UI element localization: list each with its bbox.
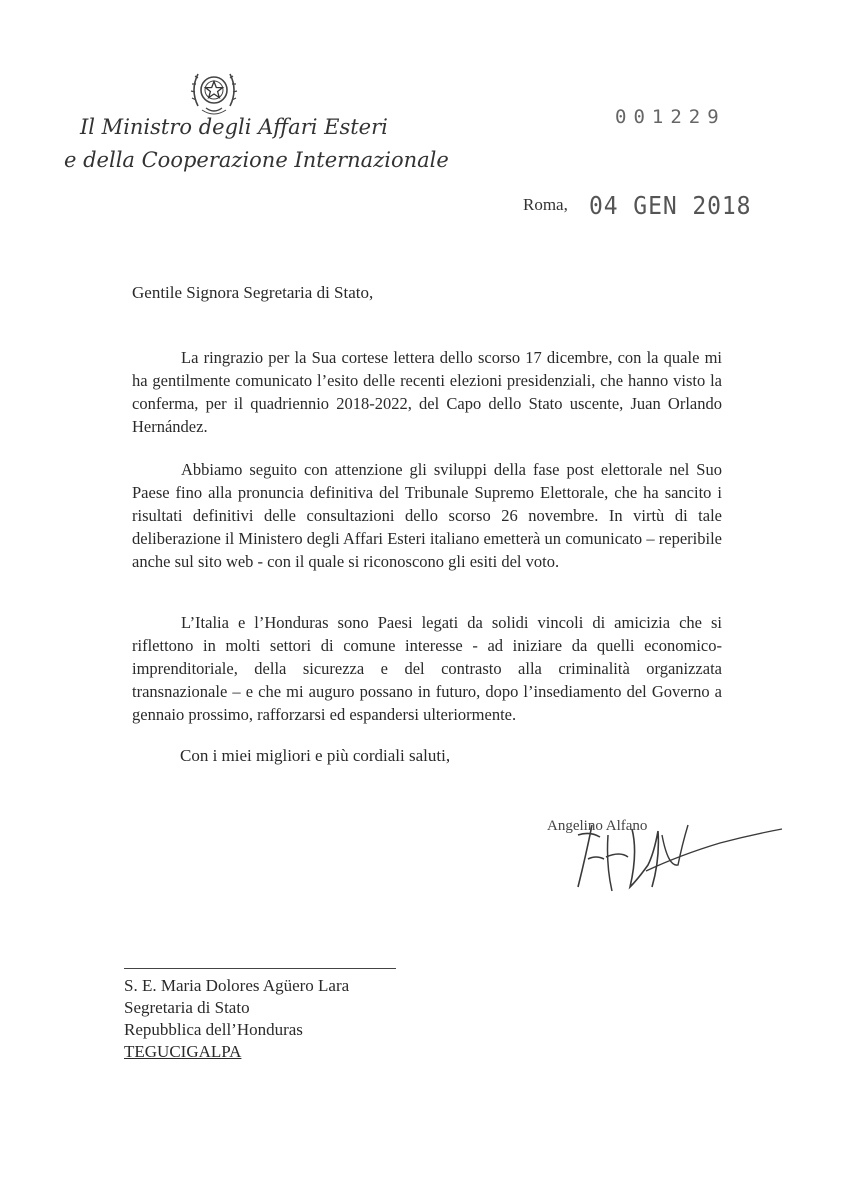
recipient-divider xyxy=(124,968,396,969)
italian-republic-emblem-icon xyxy=(188,62,240,120)
dateline-place: Roma, xyxy=(523,195,568,214)
recipient-country: Repubblica dell’Honduras xyxy=(124,1020,303,1039)
salutation: Gentile Signora Segretaria di Stato, xyxy=(132,283,374,302)
body-paragraph-3: L’Italia e l’Honduras sono Paesi legati da solidi vincoli di amicizia che si riflettono in molti settori di comune interesse - ad iniziare da quelli economico-imprenditoriale, della sicurezza e del contrasto alla criminalità organizzata transnazionale – e che mi auguro possano in futuro, dopo l’insediamento del Governo a gennaio prossimo, rafforzarsi ed espandersi ulteriormente. xyxy=(132,613,722,724)
ministry-letterhead xyxy=(64,115,465,172)
recipient-name: S. E. Maria Dolores Agüero Lara xyxy=(124,976,350,995)
ministry-title-line1: Il Ministro degli Affari Esteri xyxy=(80,115,388,139)
signer-name: Angelino Alfano xyxy=(547,818,648,834)
ministry-title-line2: e della Cooperazione Internazionale xyxy=(64,148,449,172)
protocol-number: 001229 xyxy=(615,106,726,128)
date-stamp: 04 GEN 2018 xyxy=(589,191,752,220)
body-paragraph-2: Abbiamo seguito con attenzione gli sviluppi della fase post elettorale nel Suo Paese fino alla pronuncia definitiva del Tribunale Supremo Elettorale, che ha sancito i risultati definitivi delle consultazioni dello scorso 26 novembre. In virtù di tale deliberazione il Ministero degli Affari Esteri italiano emetterà un comunicato – reperibile anche sul sito web - con il quale si riconoscono gli esiti del voto. xyxy=(132,460,722,571)
recipient-city: TEGUCIGALPA xyxy=(124,1042,242,1061)
handwritten-signature xyxy=(520,795,800,905)
body-paragraph-1: La ringrazio per la Sua cortese lettera dello scorso 17 dicembre, con la quale mi ha gentilmente comunicato l’esito delle recenti elezioni presidenziali, che hanno visto la conferma, per il quadriennio 2018-2022, del Capo dello Stato uscente, Juan Orlando Hernández. xyxy=(132,348,722,436)
recipient-title: Segretaria di Stato xyxy=(124,998,250,1017)
closing-line: Con i miei migliori e più cordiali saluti, xyxy=(180,746,451,765)
